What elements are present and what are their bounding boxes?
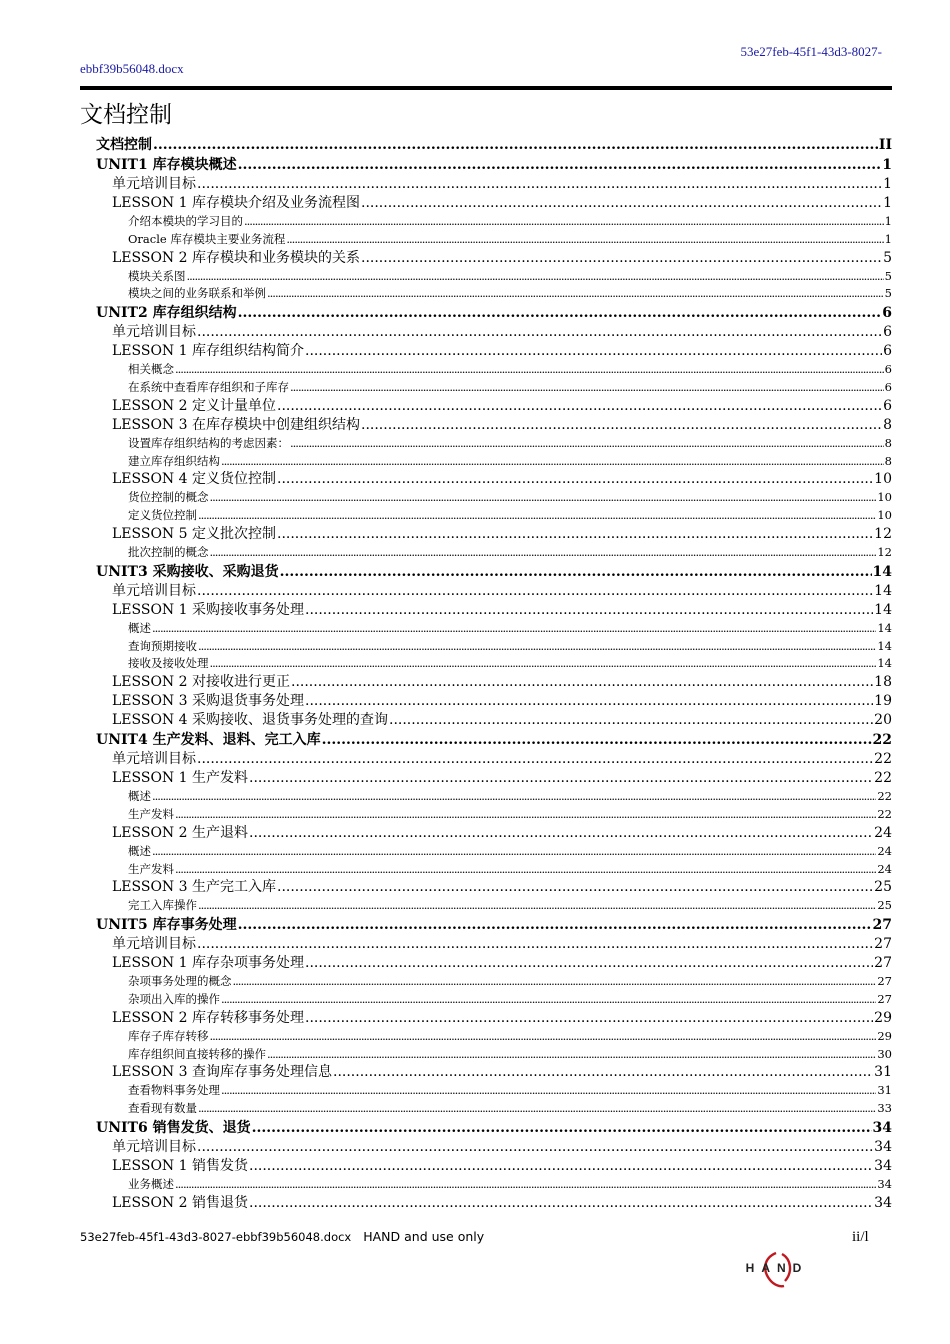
toc-entry-title: UNIT5 库存事务处理 (96, 917, 237, 934)
toc-entry-title: 概述 (128, 620, 151, 635)
toc-entry-title: 单元培训目标 (112, 1138, 196, 1155)
toc-entry-title: 单元培训目标 (112, 324, 196, 341)
toc-entry-page: 1 (883, 176, 892, 192)
toc-entry-page: 1 (882, 157, 892, 173)
toc-leader (197, 750, 873, 769)
toc-entry-page: 8 (884, 435, 892, 450)
toc-entry[interactable] (80, 620, 892, 638)
toc-entry-page: 10 (877, 508, 892, 523)
toc-leader (277, 878, 873, 897)
toc-leader (290, 435, 884, 453)
toc-leader (290, 379, 884, 397)
toc-entry-title: 接收及接收处理 (128, 656, 209, 671)
toc-entry[interactable] (80, 582, 892, 601)
toc-entry-page: 22 (877, 806, 892, 821)
toc-entry[interactable] (80, 194, 892, 213)
toc-entry-page: 34 (874, 1157, 892, 1174)
toc-entry-title: 查看现有数量 (128, 1101, 197, 1116)
toc-entry-page: 27 (872, 917, 892, 934)
toc-entry-title: LESSON 2 销售退货 (112, 1194, 248, 1211)
toc-entry[interactable] (80, 1157, 892, 1176)
toc-entry-title: LESSON 2 库存转移事务处理 (112, 1009, 304, 1026)
toc-leader (210, 489, 877, 507)
footer (80, 1229, 492, 1244)
toc-leader (252, 1118, 872, 1138)
toc-entry[interactable] (80, 435, 892, 453)
toc-leader (305, 342, 882, 361)
toc-entry-page: 22 (874, 770, 892, 787)
toc-entry-page: 14 (872, 563, 892, 580)
toc-entry-title: LESSON 2 生产退料 (112, 824, 248, 841)
toc-entry-title: UNIT3 采购接收、采购退货 (96, 563, 279, 580)
toc-entry[interactable] (80, 601, 892, 620)
toc-entry-page: 24 (877, 843, 892, 858)
toc-entry-page: 6 (882, 305, 892, 322)
toc-leader (210, 544, 877, 562)
toc-entry-page: 6 (883, 324, 892, 341)
toc-entry[interactable] (80, 788, 892, 806)
toc-entry[interactable] (80, 544, 892, 562)
table-of-contents (80, 135, 892, 1213)
toc-entry-title: 模块之间的业务联系和举例 (128, 286, 266, 301)
toc-entry-title: 查询预期接收 (128, 638, 197, 653)
toc-entry-title: 相关概念 (128, 362, 174, 377)
toc-entry-page: 24 (874, 824, 892, 841)
toc-entry[interactable] (80, 379, 892, 397)
toc-entry-page: 8 (884, 453, 892, 468)
footer-note: HAND and use only (363, 1229, 485, 1244)
toc-leader (361, 416, 882, 435)
toc-leader (187, 268, 884, 286)
toc-leader (152, 843, 876, 861)
toc-leader (197, 582, 873, 601)
toc-entry-title: 生产发料 (128, 861, 174, 876)
toc-entry-page: 31 (874, 1064, 892, 1081)
toc-entry-page: 8 (883, 416, 892, 433)
toc-entry-page: 10 (874, 471, 892, 488)
header-doc-id: 53e27feb-45f1-43d3-8027- (740, 44, 882, 59)
toc-leader (198, 507, 876, 525)
toc-entry-title: UNIT6 销售发货、退货 (96, 1119, 251, 1136)
toc-entry-title: 查看物料事务处理 (128, 1083, 220, 1098)
toc-entry-title: LESSON 1 销售发货 (112, 1157, 248, 1174)
toc-entry-title: 库存子库存转移 (128, 1028, 209, 1043)
toc-entry-title: LESSON 1 库存模块介绍及业务流程图 (112, 195, 360, 211)
toc-leader (238, 155, 882, 175)
toc-entry[interactable] (80, 285, 892, 303)
toc-leader (249, 1157, 873, 1176)
toc-leader (197, 935, 873, 954)
toc-entry[interactable] (80, 231, 892, 249)
toc-entry[interactable] (80, 416, 892, 435)
toc-entry[interactable] (80, 489, 892, 507)
toc-entry-page: 12 (877, 544, 892, 559)
logo-text: HAND (745, 1261, 809, 1275)
toc-entry[interactable] (80, 730, 892, 750)
page-number: ii/l (852, 1229, 869, 1245)
toc-entry-page: 29 (874, 1009, 892, 1026)
toc-entry[interactable] (80, 397, 892, 416)
toc-entry-page: 27 (877, 991, 892, 1006)
toc-leader (238, 915, 872, 935)
toc-entry-page: 22 (872, 732, 892, 749)
toc-leader (153, 135, 878, 155)
toc-entry[interactable] (80, 991, 892, 1009)
toc-leader (221, 453, 884, 471)
toc-leader (389, 711, 873, 730)
toc-entry-title: 完工入库操作 (128, 898, 197, 913)
toc-entry-page: 14 (874, 582, 892, 599)
toc-entry-title: LESSON 1 库存组织结构简介 (112, 343, 304, 360)
toc-entry-page: 24 (877, 861, 892, 876)
toc-entry-page: 1 (883, 195, 892, 211)
toc-entry[interactable] (80, 1194, 892, 1213)
toc-leader (175, 806, 876, 824)
header-rule (80, 86, 892, 90)
toc-entry[interactable] (80, 155, 892, 175)
toc-leader (198, 897, 876, 915)
toc-entry-title: LESSON 2 库存模块和业务模块的关系 (112, 249, 360, 266)
toc-entry[interactable] (80, 673, 892, 692)
toc-entry[interactable] (80, 711, 892, 730)
toc-entry[interactable] (80, 470, 892, 489)
toc-entry-title: LESSON 3 生产完工入库 (112, 879, 276, 896)
toc-leader (267, 285, 884, 303)
toc-leader (249, 769, 873, 788)
toc-leader (286, 231, 883, 249)
toc-entry[interactable] (80, 453, 892, 471)
toc-leader (291, 673, 873, 692)
toc-entry-page: 30 (877, 1046, 892, 1061)
toc-leader (198, 1100, 876, 1118)
toc-leader (361, 194, 882, 213)
toc-entry-title: 生产发料 (128, 806, 174, 821)
toc-entry[interactable] (80, 1063, 892, 1082)
toc-entry[interactable] (80, 878, 892, 897)
toc-entry-page: 22 (877, 789, 892, 804)
toc-leader (152, 788, 876, 806)
toc-entry[interactable] (80, 268, 892, 286)
toc-entry-title: 建立库存组织结构 (128, 453, 220, 468)
toc-leader (210, 655, 877, 673)
toc-leader (210, 1028, 877, 1046)
toc-leader (197, 323, 882, 342)
page-title: 文档控制 (80, 102, 172, 128)
toc-entry-page: 12 (874, 525, 892, 542)
toc-entry-title: 设置库存组织结构的考虑因素： (128, 435, 289, 450)
toc-entry-title: 定义货位控制 (128, 508, 197, 523)
toc-entry-title: LESSON 4 采购接收、退货事务处理的查询 (112, 712, 388, 729)
toc-leader (244, 213, 884, 231)
toc-entry[interactable] (80, 1009, 892, 1028)
toc-leader (152, 620, 876, 638)
toc-leader (361, 249, 882, 268)
toc-leader (197, 1138, 873, 1157)
toc-entry-page: 29 (877, 1028, 892, 1043)
hand-logo-icon (736, 1250, 818, 1290)
toc-entry-page: 14 (877, 620, 892, 635)
toc-leader (175, 361, 884, 379)
toc-entry-title: 在系统中查看库存组织和子库存 (128, 379, 289, 394)
toc-entry-page: 1 (884, 231, 892, 246)
toc-entry-title: UNIT2 库存组织结构 (96, 305, 237, 322)
toc-entry[interactable] (80, 525, 892, 544)
toc-entry-title: 概述 (128, 789, 151, 804)
toc-leader (221, 1082, 876, 1100)
toc-entry-title: 单元培训目标 (112, 751, 196, 768)
toc-entry-title: 货位控制的概念 (128, 490, 209, 505)
toc-entry-title: UNIT1 库存模块概述 (96, 157, 237, 173)
toc-leader (305, 954, 873, 973)
toc-leader (221, 991, 876, 1009)
toc-entry[interactable] (80, 897, 892, 915)
toc-entry-title: LESSON 5 定义批次控制 (112, 525, 276, 542)
toc-leader (198, 638, 876, 656)
toc-leader (238, 303, 882, 323)
toc-entry-page: 6 (883, 397, 892, 414)
toc-entry[interactable] (80, 249, 892, 268)
toc-entry[interactable] (80, 213, 892, 231)
toc-leader (277, 525, 873, 544)
toc-entry-page: 27 (874, 955, 892, 972)
toc-entry[interactable] (80, 361, 892, 379)
toc-entry[interactable] (80, 655, 892, 673)
toc-entry-page: 34 (874, 1194, 892, 1211)
toc-entry-page: 34 (872, 1119, 892, 1136)
toc-entry[interactable] (80, 562, 892, 582)
toc-entry-title: 业务概述 (128, 1176, 174, 1191)
toc-entry[interactable] (80, 1100, 892, 1118)
toc-entry[interactable] (80, 1028, 892, 1046)
toc-entry[interactable] (80, 769, 892, 788)
toc-leader (305, 1009, 873, 1028)
toc-entry-page: 14 (874, 601, 892, 618)
header-doc-filename: ebbf39b56048.docx (80, 61, 184, 76)
toc-entry-page: 14 (877, 656, 892, 671)
toc-entry-page: 22 (874, 751, 892, 768)
toc-leader (175, 1176, 876, 1194)
toc-leader (305, 601, 873, 620)
toc-entry-title: 杂项事务处理的概念 (128, 974, 232, 989)
toc-leader (233, 973, 877, 991)
toc-entry-title: 杂项出入库的操作 (128, 991, 220, 1006)
toc-entry[interactable] (80, 1138, 892, 1157)
toc-entry-page: 5 (884, 268, 892, 283)
toc-entry[interactable] (80, 1118, 892, 1138)
toc-entry[interactable] (80, 342, 892, 361)
toc-entry[interactable] (80, 954, 892, 973)
toc-entry-title: 库存组织间直接转移的操作 (128, 1046, 266, 1061)
toc-leader (277, 397, 882, 416)
toc-entry-title: LESSON 1 采购接收事务处理 (112, 601, 304, 618)
toc-entry-page: 34 (877, 1176, 892, 1191)
toc-entry-title: LESSON 1 生产发料 (112, 770, 248, 787)
toc-entry[interactable] (80, 1046, 892, 1064)
toc-leader (333, 1063, 873, 1082)
toc-leader (249, 1194, 873, 1213)
toc-entry-page: 31 (877, 1083, 892, 1098)
toc-entry-page: 1 (884, 214, 892, 228)
toc-entry-page: 33 (877, 1101, 892, 1116)
toc-entry-title: UNIT4 生产发料、退料、完工入库 (96, 732, 321, 749)
toc-entry-page: 34 (874, 1138, 892, 1155)
toc-entry[interactable] (80, 915, 892, 935)
toc-entry[interactable] (80, 507, 892, 525)
toc-leader (280, 562, 872, 582)
toc-entry[interactable] (80, 750, 892, 769)
toc-entry[interactable] (80, 843, 892, 861)
toc-leader (249, 824, 873, 843)
toc-entry-page: 6 (884, 379, 892, 394)
toc-entry-page: 6 (883, 343, 892, 360)
toc-entry-title: Oracle 库存模块主要业务流程 (128, 231, 286, 246)
toc-entry-title: LESSON 4 定义货位控制 (112, 471, 276, 488)
toc-leader (305, 692, 873, 711)
toc-entry[interactable] (80, 806, 892, 824)
toc-entry[interactable] (80, 1176, 892, 1194)
toc-entry-page: 5 (883, 249, 892, 266)
toc-entry[interactable] (80, 935, 892, 954)
toc-entry[interactable] (80, 638, 892, 656)
toc-entry-title: 模块关系图 (128, 268, 186, 283)
toc-entry[interactable] (80, 135, 892, 155)
toc-entry-title: LESSON 1 库存杂项事务处理 (112, 955, 304, 972)
toc-entry-title: LESSON 2 对接收进行更正 (112, 674, 290, 691)
toc-entry-title: LESSON 3 查询库存事务处理信息 (112, 1064, 332, 1081)
toc-entry-page: 25 (874, 879, 892, 896)
toc-entry[interactable] (80, 1082, 892, 1100)
toc-entry[interactable] (80, 824, 892, 843)
toc-entry-title: 批次控制的概念 (128, 544, 209, 559)
toc-entry-page: 20 (874, 712, 892, 729)
toc-entry-page: 19 (874, 693, 892, 710)
toc-leader (267, 1046, 876, 1064)
toc-entry-title: 单元培训目标 (112, 176, 196, 192)
toc-entry-page: 25 (877, 898, 892, 913)
toc-entry-page: 14 (877, 638, 892, 653)
toc-entry-title: LESSON 3 采购退货事务处理 (112, 693, 304, 710)
toc-entry-page: 10 (877, 490, 892, 505)
toc-entry[interactable] (80, 323, 892, 342)
toc-entry-title: LESSON 2 定义计量单位 (112, 397, 276, 414)
toc-entry[interactable] (80, 175, 892, 194)
toc-entry-page: 18 (874, 674, 892, 691)
toc-entry[interactable] (80, 692, 892, 711)
toc-leader (277, 470, 873, 489)
toc-entry-page: 27 (874, 936, 892, 953)
toc-entry[interactable] (80, 861, 892, 879)
toc-entry-title: LESSON 3 在库存模块中创建组织结构 (112, 416, 360, 433)
toc-leader (175, 861, 876, 879)
toc-leader (197, 175, 882, 194)
toc-entry-page: 6 (884, 362, 892, 377)
toc-entry-title: 单元培训目标 (112, 936, 196, 953)
toc-entry-title: 单元培训目标 (112, 582, 196, 599)
toc-leader (322, 730, 872, 750)
toc-entry-page: 27 (877, 974, 892, 989)
toc-entry[interactable] (80, 973, 892, 991)
footer-filename: 53e27feb-45f1-43d3-8027-ebbf39b56048.docx (80, 1230, 352, 1244)
toc-entry-page: II (878, 137, 892, 153)
toc-entry-title: 概述 (128, 843, 151, 858)
toc-entry-title: 介绍本模块的学习目的 (128, 214, 243, 228)
toc-entry[interactable] (80, 303, 892, 323)
toc-entry-page: 5 (884, 286, 892, 301)
toc-entry-title: 文档控制 (96, 137, 152, 153)
